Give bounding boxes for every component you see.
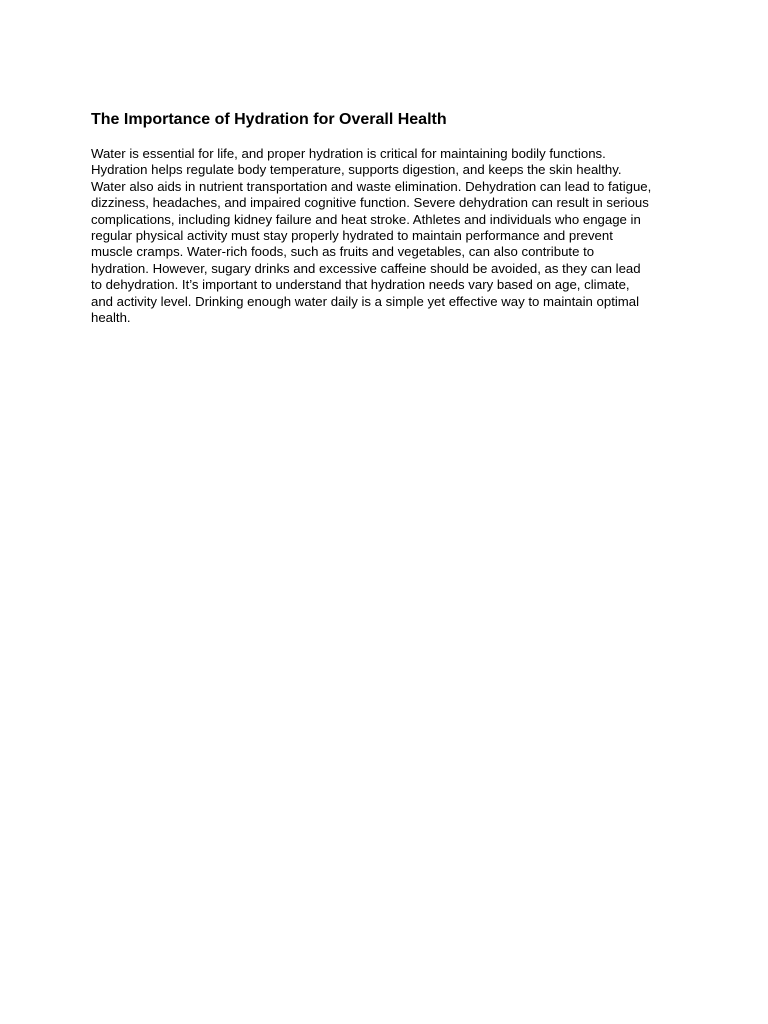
paragraph-line: and activity level. Drinking enough water daily is a simple yet effective way to maintain optimal	[91, 293, 640, 309]
body-paragraph	[91, 146, 651, 326]
paragraph-line: Water also aids in nutrient transportation and waste elimination. Dehydration can lead to fatigue,	[91, 178, 652, 194]
paragraph-line: dizziness, headaches, and impaired cognitive function. Severe dehydration can result in serious	[91, 195, 649, 211]
paragraph-line: muscle cramps. Water-rich foods, such as fruits and vegetables, can also contribute to	[91, 244, 595, 260]
paragraph-line: hydration. However, sugary drinks and excessive caffeine should be avoided, as they can lead	[91, 260, 641, 276]
paragraph-line: health.	[91, 310, 131, 326]
paragraph-line: complications, including kidney failure and heat stroke. Athletes and individuals who engage in	[91, 211, 641, 227]
paragraph-line: Hydration helps regulate body temperature, supports digestion, and keeps the skin healthy.	[91, 162, 622, 178]
paragraph-line: to dehydration. It’s important to understand that hydration needs vary based on age, climate,	[91, 277, 630, 293]
paragraph-line: regular physical activity must stay properly hydrated to maintain performance and prevent	[91, 228, 613, 244]
paragraph-line: Water is essential for life, and proper hydration is critical for maintaining bodily functions.	[91, 146, 606, 161]
document-title: The Importance of Hydration for Overall Health	[91, 111, 447, 128]
